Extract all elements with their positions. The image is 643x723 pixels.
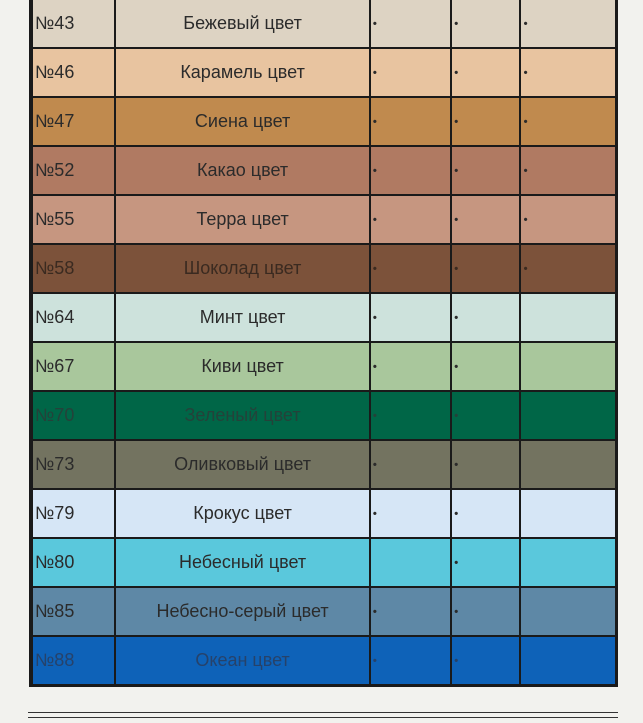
availability-cell	[451, 244, 520, 293]
availability-cell	[370, 538, 451, 587]
availability-cell	[451, 97, 520, 146]
color-name-cell: Терра цвет	[115, 195, 369, 244]
availability-cell	[370, 489, 451, 538]
bullet-mark: •	[372, 603, 377, 618]
bullet-mark: •	[454, 505, 459, 520]
table-row	[32, 489, 616, 538]
table-row	[32, 195, 616, 244]
bullet-mark: •	[523, 113, 528, 128]
bullet-mark: •	[454, 358, 459, 373]
availability-cell	[451, 636, 520, 685]
color-name-cell: Какао цвет	[115, 146, 369, 195]
bullet-mark: •	[372, 113, 377, 128]
availability-cell	[520, 489, 616, 538]
color-name-cell: Оливковый цвет	[115, 440, 369, 489]
availability-cell	[370, 97, 451, 146]
table-row	[32, 48, 616, 97]
color-name-cell: Крокус цвет	[115, 489, 369, 538]
color-name-cell: Сиена цвет	[115, 97, 369, 146]
availability-cell	[520, 244, 616, 293]
availability-cell	[370, 0, 451, 48]
bullet-mark: •	[523, 260, 528, 275]
availability-cell	[370, 244, 451, 293]
bullet-mark: •	[372, 456, 377, 471]
bullet-mark: •	[523, 211, 528, 226]
bullet-mark: •	[372, 260, 377, 275]
color-name-cell: Киви цвет	[115, 342, 369, 391]
color-name-cell: Минт цвет	[115, 293, 369, 342]
table-row	[32, 440, 616, 489]
table-bottom-border	[28, 712, 618, 718]
availability-cell	[520, 440, 616, 489]
bullet-mark: •	[454, 652, 459, 667]
availability-cell	[370, 146, 451, 195]
bullet-mark: •	[454, 15, 459, 30]
color-name-cell: Зеленый цвет	[115, 391, 369, 440]
bullet-mark: •	[372, 15, 377, 30]
bullet-mark: •	[372, 652, 377, 667]
color-name-cell: Океан цвет	[115, 636, 369, 685]
availability-cell	[370, 391, 451, 440]
table-row	[32, 391, 616, 440]
table-row	[32, 342, 616, 391]
color-name-cell: Карамель цвет	[115, 48, 369, 97]
availability-cell	[370, 636, 451, 685]
color-name-cell: Бежевый цвет	[115, 0, 369, 48]
bullet-mark: •	[454, 260, 459, 275]
bullet-mark: •	[372, 505, 377, 520]
bullet-mark: •	[372, 64, 377, 79]
availability-cell	[520, 195, 616, 244]
color-table-body	[32, 0, 616, 685]
table-row	[32, 244, 616, 293]
availability-cell	[451, 293, 520, 342]
availability-cell	[451, 538, 520, 587]
color-code-cell: №79	[32, 489, 115, 538]
color-code-cell: №58	[32, 244, 115, 293]
availability-cell	[451, 342, 520, 391]
color-code-cell: №85	[32, 587, 115, 636]
table-row	[32, 97, 616, 146]
bullet-mark: •	[454, 407, 459, 422]
color-name-cell: Небесно-серый цвет	[115, 587, 369, 636]
bullet-mark: •	[454, 603, 459, 618]
availability-cell	[520, 391, 616, 440]
color-code-cell: №46	[32, 48, 115, 97]
bullet-mark: •	[454, 211, 459, 226]
availability-cell	[520, 538, 616, 587]
table-row	[32, 587, 616, 636]
bullet-mark: •	[372, 358, 377, 373]
color-code-cell: №67	[32, 342, 115, 391]
availability-cell	[370, 440, 451, 489]
color-code-cell: №64	[32, 293, 115, 342]
table-row	[32, 146, 616, 195]
availability-cell	[370, 48, 451, 97]
color-code-cell: №43	[32, 0, 115, 48]
color-name-cell: Шоколад цвет	[115, 244, 369, 293]
bullet-mark: •	[454, 456, 459, 471]
availability-cell	[520, 636, 616, 685]
color-table-container	[29, 0, 618, 687]
bullet-mark: •	[523, 15, 528, 30]
color-table	[31, 0, 617, 686]
bullet-mark: •	[523, 64, 528, 79]
availability-cell	[520, 146, 616, 195]
availability-cell	[451, 146, 520, 195]
availability-cell	[370, 587, 451, 636]
bullet-mark: •	[372, 309, 377, 324]
color-code-cell: №47	[32, 97, 115, 146]
color-code-cell: №88	[32, 636, 115, 685]
bullet-mark: •	[372, 162, 377, 177]
bullet-mark: •	[454, 162, 459, 177]
color-name-cell: Небесный цвет	[115, 538, 369, 587]
availability-cell	[451, 48, 520, 97]
availability-cell	[520, 48, 616, 97]
availability-cell	[520, 293, 616, 342]
color-code-cell: №80	[32, 538, 115, 587]
availability-cell	[520, 97, 616, 146]
availability-cell	[520, 587, 616, 636]
table-row	[32, 636, 616, 685]
availability-cell	[370, 342, 451, 391]
availability-cell	[370, 293, 451, 342]
availability-cell	[370, 195, 451, 244]
availability-cell	[451, 195, 520, 244]
color-code-cell: №73	[32, 440, 115, 489]
table-row	[32, 293, 616, 342]
bullet-mark: •	[372, 211, 377, 226]
bullet-mark: •	[454, 113, 459, 128]
bullet-mark: •	[523, 162, 528, 177]
table-row	[32, 0, 616, 48]
bullet-mark: •	[454, 309, 459, 324]
table-row	[32, 538, 616, 587]
availability-cell	[520, 0, 616, 48]
availability-cell	[451, 0, 520, 48]
availability-cell	[520, 342, 616, 391]
bullet-mark: •	[454, 64, 459, 79]
color-code-cell: №55	[32, 195, 115, 244]
bullet-mark: •	[372, 407, 377, 422]
availability-cell	[451, 587, 520, 636]
availability-cell	[451, 391, 520, 440]
availability-cell	[451, 440, 520, 489]
availability-cell	[451, 489, 520, 538]
color-code-cell: №70	[32, 391, 115, 440]
bullet-mark: •	[454, 554, 459, 569]
color-code-cell: №52	[32, 146, 115, 195]
